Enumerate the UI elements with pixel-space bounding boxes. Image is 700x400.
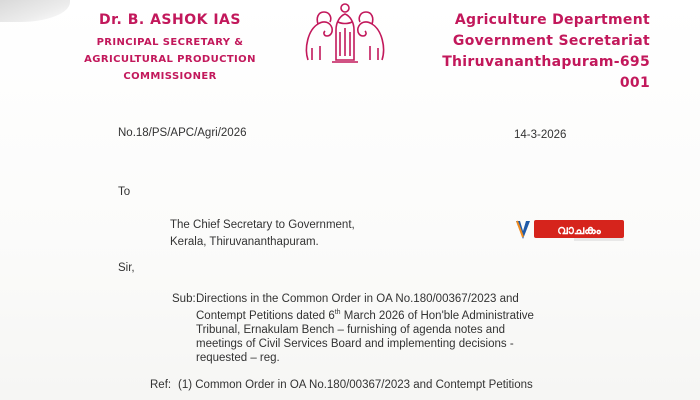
subject-block — [172, 292, 542, 365]
reference-number: No.18/PS/APC/Agri/2026 — [118, 127, 247, 139]
letter-date: 14-3-2026 — [514, 129, 567, 141]
dept-line1: Agriculture Department — [454, 12, 650, 28]
subject-line2-sup: th — [334, 309, 341, 316]
addressee-line2: Kerala, Thiruvananthapuram. — [170, 236, 319, 248]
watermark-text: വാചകം — [557, 223, 601, 237]
state-emblem-icon — [300, 0, 390, 70]
dept-line3: Thiruvananthapuram-695 001 — [442, 54, 650, 91]
addressee-line1: The Chief Secretary to Government, — [170, 219, 355, 231]
dept-line2: Government Secretariat — [452, 33, 650, 49]
officer-role — [40, 34, 300, 85]
to-label: To — [118, 186, 131, 198]
officer-role-line1: PRINCIPAL SECRETARY & — [96, 37, 244, 48]
subject-line2-post: March 2026 of Hon'ble Administrative — [340, 309, 534, 322]
ref-line1: (1) Common Order in OA No.180/00367/2023 and Contempt Petitions — [178, 379, 533, 391]
v-logo-icon — [516, 221, 530, 239]
letterhead-right — [438, 10, 650, 94]
officer-name: Dr. B. ASHOK IAS — [99, 12, 241, 28]
salutation: Sir, — [118, 262, 135, 274]
subject-label: Sub: — [172, 293, 196, 305]
letterhead-left — [40, 12, 300, 85]
subject-line3: Tribunal, Ernakulam Bench – furnishing of agenda notes and — [196, 323, 505, 336]
subject-line5: requested – reg. — [196, 351, 280, 364]
subject-line2 — [196, 306, 542, 323]
subject-line1: Directions in the Common Order in OA No.180/00367/2023 and — [196, 293, 519, 305]
watermark-logo — [514, 218, 626, 242]
officer-role-line2: AGRICULTURAL PRODUCTION COMMISSIONER — [84, 54, 256, 82]
subject-line4: meetings of Civil Services Board and implementing decisions - — [196, 337, 514, 350]
subject-line2-pre: Contempt Petitions dated 6 — [196, 309, 335, 322]
ref-label: Ref: — [150, 379, 172, 391]
